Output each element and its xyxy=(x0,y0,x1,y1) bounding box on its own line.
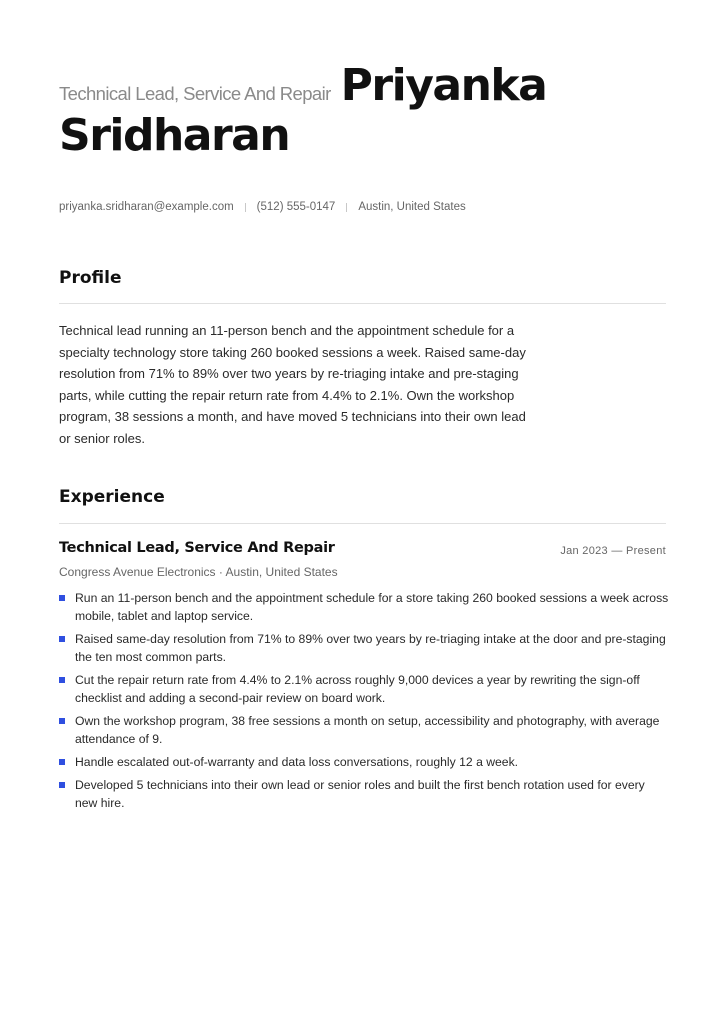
job-title: Technical Lead, Service And Repair xyxy=(59,540,335,556)
contact-phone: (512) 555-0147 xyxy=(256,201,336,213)
job-bullet xyxy=(59,630,669,666)
bullet-square-icon xyxy=(59,718,65,724)
job-bullet xyxy=(59,753,669,771)
job-subtitle: Technical Lead, Service And Repair xyxy=(59,83,331,104)
name-line xyxy=(59,60,679,112)
last-name: Sridharan xyxy=(59,110,290,161)
job-bullet xyxy=(59,712,669,748)
profile-divider xyxy=(59,303,666,304)
bullet-text: Handle escalated out-of-warranty and data loss conversations, roughly 12 a week. xyxy=(75,755,519,769)
job-company: Congress Avenue Electronics · Austin, United States xyxy=(59,565,338,579)
job-bullet-list xyxy=(59,589,669,817)
profile-summary: Technical lead running an 11-person bench and the appointment schedule for a specialty technology store taking 260 booked sessions a week. Raised same-day resolution from 71% to 89% over two years by re-triaging intake and pre-staging parts, while cutting the repair return rate from 4.4% to 2.1%. Own the workshop program, 38 sessions a month, and have moved 5 technicians into their own lead or senior roles. xyxy=(59,323,526,446)
job-dates: Jan 2023 — Present xyxy=(560,545,666,557)
job-bullet xyxy=(59,671,669,707)
contact-divider xyxy=(346,203,347,212)
contact-info xyxy=(59,201,466,213)
job-bullet xyxy=(59,776,669,812)
bullet-text: Run an 11-person bench and the appointment schedule for a store taking 260 booked sessions a week across mobile, tablet and laptop service. xyxy=(75,591,669,623)
bullet-square-icon xyxy=(59,595,65,601)
experience-divider xyxy=(59,523,666,524)
experience-heading: Experience xyxy=(59,487,165,507)
profile-heading: Profile xyxy=(59,268,122,288)
bullet-square-icon xyxy=(59,636,65,642)
bullet-square-icon xyxy=(59,782,65,788)
first-name: Priyanka xyxy=(340,60,547,111)
bullet-text: Own the workshop program, 38 free sessions a month on setup, accessibility and photography, with average attendance of 9. xyxy=(75,714,660,746)
contact-divider xyxy=(245,203,246,212)
bullet-square-icon xyxy=(59,677,65,683)
bullet-square-icon xyxy=(59,759,65,765)
resume-header xyxy=(59,60,679,162)
contact-location: Austin, United States xyxy=(358,201,466,213)
job-bullet xyxy=(59,589,669,625)
bullet-text: Cut the repair return rate from 4.4% to 2.1% across roughly 9,000 devices a year by rewriting the sign-off checklist and adding a second-pair review on board work. xyxy=(75,673,640,705)
bullet-text: Developed 5 technicians into their own lead or senior roles and built the first bench rotation used for every new hire. xyxy=(75,778,645,810)
bullet-text: Raised same-day resolution from 71% to 89% over two years by re-triaging intake at the door and pre-staging the ten most common parts. xyxy=(75,632,666,664)
contact-email: priyanka.sridharan@example.com xyxy=(59,201,234,213)
